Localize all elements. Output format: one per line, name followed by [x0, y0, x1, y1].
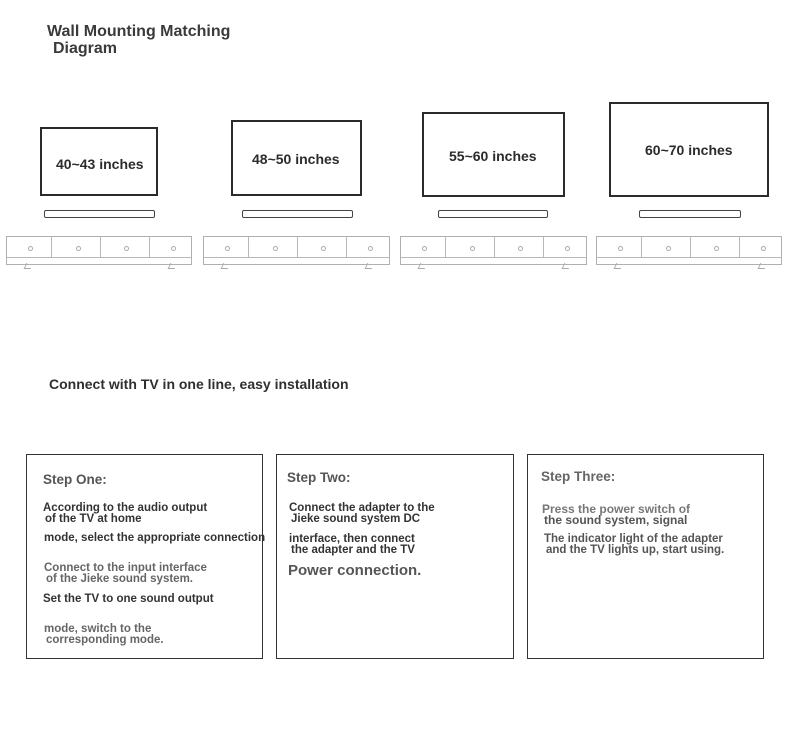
tv-screen-40-43 — [40, 127, 158, 196]
diagram-title — [47, 23, 230, 57]
installation-subtitle: Connect with TV in one line, easy installation — [49, 376, 349, 392]
tv-screen-55-60 — [422, 112, 565, 197]
tv-size-label: 48~50 inches — [252, 151, 340, 167]
tv-screen-60-70 — [609, 102, 769, 197]
step-text: mode, switch to the — [44, 623, 152, 635]
tv-cabinet — [203, 236, 390, 265]
step-text: Connect the adapter to the — [289, 502, 435, 514]
tv-screen-48-50 — [231, 120, 362, 196]
step-text: Set the TV to one sound output — [43, 593, 214, 605]
tv-cabinet — [596, 236, 782, 265]
step-text: Connect to the input interface — [44, 562, 207, 574]
tv-size-label: 60~70 inches — [645, 142, 733, 158]
step-heading: Step One: — [43, 472, 107, 487]
step-heading: Step Two: — [287, 470, 351, 485]
step-text-emphasis: Power connection. — [288, 562, 422, 579]
step-text: mode, select the appropriate connection — [44, 532, 266, 544]
step-one-box — [26, 454, 266, 659]
step-text: Jieke sound system DC — [291, 513, 421, 525]
title-line-1: Wall Mounting Matching — [47, 23, 231, 40]
tv-size-label: 40~43 inches — [56, 156, 144, 172]
step-heading: Step Three: — [541, 469, 616, 484]
step-text: of the TV at home — [45, 513, 142, 525]
step-text: interface, then connect — [289, 533, 415, 545]
step-text: the sound system, signal — [544, 513, 688, 527]
tv-size-label: 55~60 inches — [449, 148, 537, 164]
step-two-box — [276, 454, 514, 659]
step-text: Press the power switch of — [542, 502, 691, 516]
tv-cabinet — [6, 236, 192, 265]
soundbar — [44, 210, 155, 218]
soundbar — [242, 210, 353, 218]
step-text: The indicator light of the adapter — [544, 533, 723, 545]
soundbar — [639, 210, 741, 218]
step-text: of the Jieke sound system. — [46, 573, 193, 585]
step-text: corresponding mode. — [46, 634, 164, 646]
title-line-2: Diagram — [53, 40, 118, 57]
step-text: According to the audio output — [43, 502, 208, 514]
step-text: the adapter and the TV — [291, 544, 415, 556]
step-text: and the TV lights up, start using. — [546, 544, 725, 556]
step-three-box — [527, 454, 764, 659]
tv-cabinet — [400, 236, 587, 265]
soundbar — [438, 210, 548, 218]
